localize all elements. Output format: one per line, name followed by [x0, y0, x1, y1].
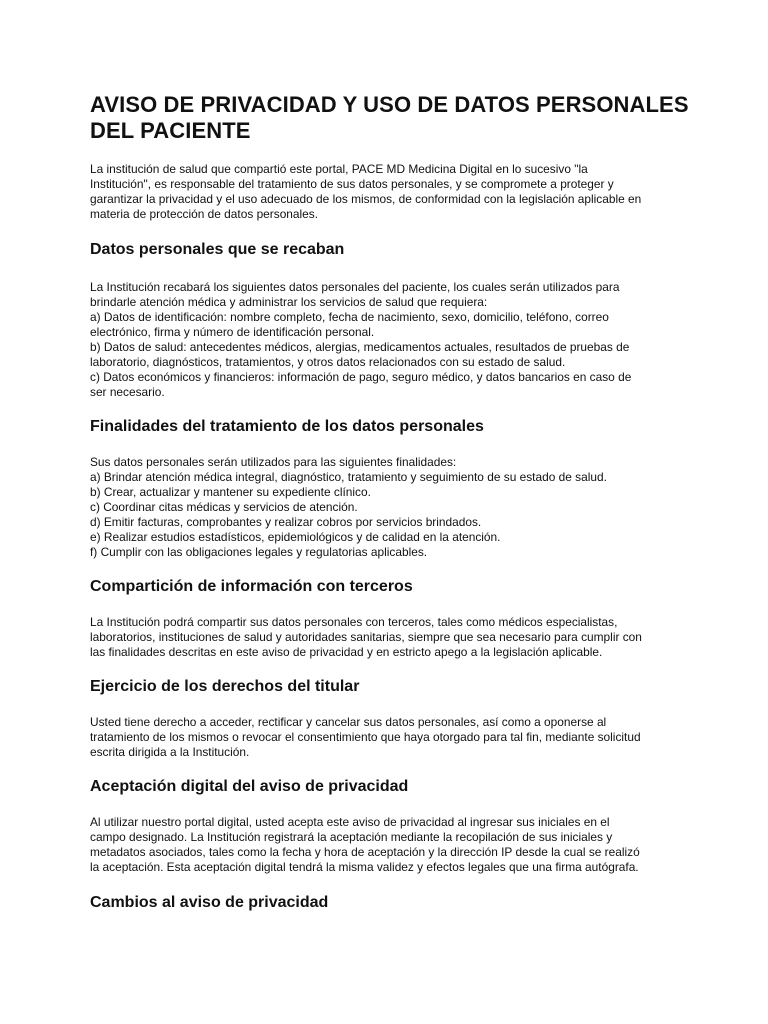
heading-processing-purposes: Finalidades del tratamiento de los datos personales: [90, 418, 484, 435]
privacy-notice-document: [90, 92, 690, 913]
intro-paragraph: La institución de salud que compartió este portal, PACE MD Medicina Digital en lo sucesivo "la Institución", es responsable del tratamiento de sus datos personales, y se compromete a proteger y garantizar la privacidad y el uso adecuado de los mismos, de conformidad con la legislación aplicable en materia de protección de datos personales.: [90, 162, 642, 221]
heading-holder-rights: Ejercicio de los derechos del titular: [90, 678, 360, 695]
paragraph-processing-purposes: Sus datos personales serán utilizados para las siguientes finalidades: a) Brindar atención médica integral, diagnóstico, tratamiento y seguimiento de su estado de salud. b) Crear, actualizar y mantener su expediente clínico. c) Coordinar citas médicas y servicios de atención. d) Emitir facturas, comprobantes y realizar cobros por servicios brindados. e) Realizar estudios estadísticos, epidemiológicos y de calidad en la atención. f) Cumplir con las obligaciones legales y regulatorias aplicables.: [90, 455, 607, 559]
paragraph-holder-rights: Usted tiene derecho a acceder, rectificar y cancelar sus datos personales, así como a oponerse al tratamiento de los mismos o revocar el consentimiento que haya otorgado para tal fin, mediante solicitud escrita dirigida a la Institución.: [90, 715, 641, 759]
heading-personal-data-collected: Datos personales que se recaban: [90, 241, 345, 258]
paragraph-third-party-sharing: La Institución podrá compartir sus datos personales con terceros, tales como médicos especialistas, laboratorios, instituciones de salud y autoridades sanitarias, siempre que sea necesario para cumplir con las finalidades descritas en este aviso de privacidad y en estricto apego a la legislación aplicable.: [90, 615, 642, 659]
heading-third-party-sharing: Compartición de información con terceros: [90, 578, 413, 595]
paragraph-personal-data-collected: La Institución recabará los siguientes datos personales del paciente, los cuales serán utilizados para brindarle atención médica y administrar los servicios de salud que requiera: a) Datos de identificación: nombre completo, fecha de nacimiento, sexo, domicilio, teléfono, correo electrónico, firma y número de identificación personal. b) Datos de salud: antecedentes médicos, alergias, medicamentos actuales, resultados de pruebas de laboratorio, diagnósticos, tratamientos, y otros datos relacionados con su estado de salud. c) Datos económicos y financieros: información de pago, seguro médico, y datos bancarios en caso de ser necesario.: [90, 280, 632, 399]
paragraph-digital-acceptance: Al utilizar nuestro portal digital, usted acepta este aviso de privacidad al ingresar sus iniciales en el campo designado. La Institución registrará la aceptación mediante la recopilación de sus iniciales y metadatos asociados, tales como la fecha y hora de aceptación y la dirección IP desde la cual se realizó la aceptación. Esta aceptación digital tendrá la misma validez y efectos legales que una firma autógrafa.: [90, 815, 640, 874]
document-title: AVISO DE PRIVACIDAD Y USO DE DATOS PERSONALES DEL PACIENTE: [90, 92, 689, 143]
heading-digital-acceptance: Aceptación digital del aviso de privacidad: [90, 778, 409, 795]
heading-notice-changes: Cambios al aviso de privacidad: [90, 894, 329, 911]
